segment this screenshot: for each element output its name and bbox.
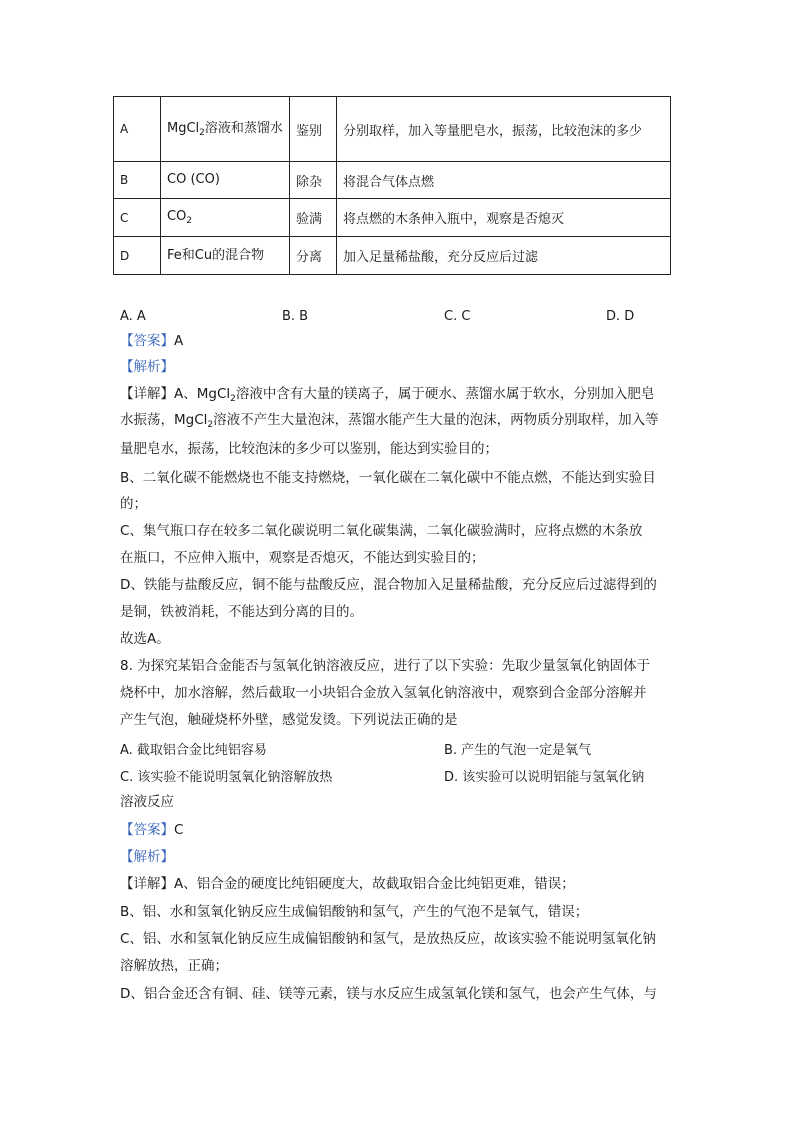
choice-b: B. B <box>282 309 309 324</box>
table-row <box>114 97 671 162</box>
choice-a: A. A <box>120 309 146 324</box>
substance-cell <box>161 199 290 237</box>
option-letter: B <box>114 162 161 199</box>
detail-line: B、铝、水和氢氧化钠反应生成偏铝酸钠和氢气，产生的气泡不是氧气，错误； <box>120 904 589 920</box>
text: 溶液中含有大量的镁离子，属于硬水、蒸馏水属于软水，分别加入肥皂 <box>235 386 655 402</box>
procedure-cell: 将点燃的木条伸入瓶中，观察是否熄灭 <box>337 199 671 237</box>
substance-text: 溶液和蒸馏水 <box>204 120 283 136</box>
procedure-cell: 分别取样，加入等量肥皂水，振荡，比较泡沫的多少 <box>337 97 671 162</box>
option-letter: C <box>114 199 161 237</box>
choice-d: D. 该实验可以说明铝能与氢氧化钠 <box>444 770 645 785</box>
subscript: 2 <box>207 420 214 430</box>
text: A、铝合金的硬度比纯铝硬度大，故截取铝合金比纯铝更难，错误； <box>174 876 575 892</box>
detail-line <box>120 385 680 405</box>
detail-line: C、铝、水和氢氧化钠反应生成偏铝酸钠和氢气，是放热反应，故该实验不能说明氢氧化钠 <box>120 931 656 947</box>
detail-line: 在瓶口，不应伸入瓶中，观察是否熄灭，不能达到实验目的； <box>120 550 485 566</box>
detail-line: 的； <box>120 496 147 512</box>
detail-line: B、二氧化碳不能燃烧也不能支持燃烧，一氧化碳在二氧化碳中不能点燃，不能达到实验目 <box>120 470 656 486</box>
question-stem: 烧杯中，加水溶解，然后截取一小块铝合金放入氢氧化钠溶液中，观察到合金部分溶解并 <box>120 685 647 701</box>
detail-line: 溶解放热，正确； <box>120 958 228 974</box>
substance-cell: CO (CO) <box>161 162 290 199</box>
detail-line: C、集气瓶口存在较多二氧化碳说明二氧化碳集满，二氧化碳验满时，应将点燃的木条放 <box>120 523 643 539</box>
table-row <box>114 237 671 275</box>
subscript: 2 <box>199 127 205 138</box>
detail-line: 是铜，铁被消耗，不能达到分离的目的。 <box>120 604 363 620</box>
answer-label: 【答案】 <box>120 822 174 838</box>
option-letter: A <box>114 97 161 162</box>
method-cell: 验满 <box>290 199 337 237</box>
method-cell: 除杂 <box>290 162 337 199</box>
choice-c: C. C <box>444 309 471 324</box>
choice-b: B. 产生的气泡一定是氧气 <box>444 743 592 758</box>
choice-d-continued: 溶液反应 <box>120 794 174 810</box>
detail-label: 【详解】 <box>120 876 174 892</box>
answer-label: 【答案】 <box>120 333 174 349</box>
procedure-cell: 加入足量稀盐酸，充分反应后过滤 <box>337 237 671 275</box>
detail-line: D、铁能与盐酸反应，铜不能与盐酸反应，混合物加入足量稀盐酸，充分反应后过滤得到的 <box>120 577 657 593</box>
analysis-label: 【解析】 <box>120 359 174 375</box>
substance-formula: CO <box>167 209 187 224</box>
substance-cell <box>161 97 290 162</box>
analysis-label: 【解析】 <box>120 849 174 865</box>
detail-line <box>120 411 680 431</box>
answer-line <box>120 821 680 839</box>
text: 溶液不产生大量泡沫，蒸馏水能产生大量的泡沫，两物质分别取样，加入等 <box>213 412 659 428</box>
method-cell: 分离 <box>290 237 337 275</box>
detail-line: 量肥皂水，振荡，比较泡沫的多少可以鉴别，能达到实验目的； <box>120 441 498 457</box>
answer-value: A <box>174 333 184 349</box>
substance-cell: Fe和Cu的混合物 <box>161 237 290 275</box>
text: 水振荡，MgCl <box>120 412 208 428</box>
choice-c: C. 该实验不能说明氢氧化钠溶解放热 <box>120 770 333 785</box>
table-row <box>114 162 671 199</box>
subscript: 2 <box>186 216 193 226</box>
substance-formula: MgCl <box>167 120 200 136</box>
detail-line <box>120 875 680 893</box>
choice-d: D. D <box>606 309 635 324</box>
procedure-cell: 将混合气体点燃 <box>337 162 671 199</box>
question-stem: 8. 为探究某铝合金能否与氢氧化钠溶液反应，进行了以下实验：先取少量氢氧化钠固体于 <box>120 658 651 674</box>
conclusion-line: 故选A。 <box>120 631 170 647</box>
method-cell: 鉴别 <box>290 97 337 162</box>
answer-value: C <box>174 822 184 838</box>
detail-label: 【详解】 <box>120 386 174 402</box>
answer-line <box>120 332 680 350</box>
choice-a: A. 截取铝合金比纯铝容易 <box>120 743 267 758</box>
detail-line: D、铝合金还含有铜、硅、镁等元素，镁与水反应生成氢氧化镁和氢气，也会产生气体，与 <box>120 986 657 1002</box>
options-table <box>113 96 671 275</box>
text: A、MgCl <box>174 386 231 402</box>
subscript: 2 <box>230 394 236 404</box>
option-letter: D <box>114 237 161 275</box>
table-row <box>114 199 671 237</box>
question-stem: 产生气泡，触碰烧杯外壁，感觉发烫。下列说法正确的是 <box>120 712 458 728</box>
